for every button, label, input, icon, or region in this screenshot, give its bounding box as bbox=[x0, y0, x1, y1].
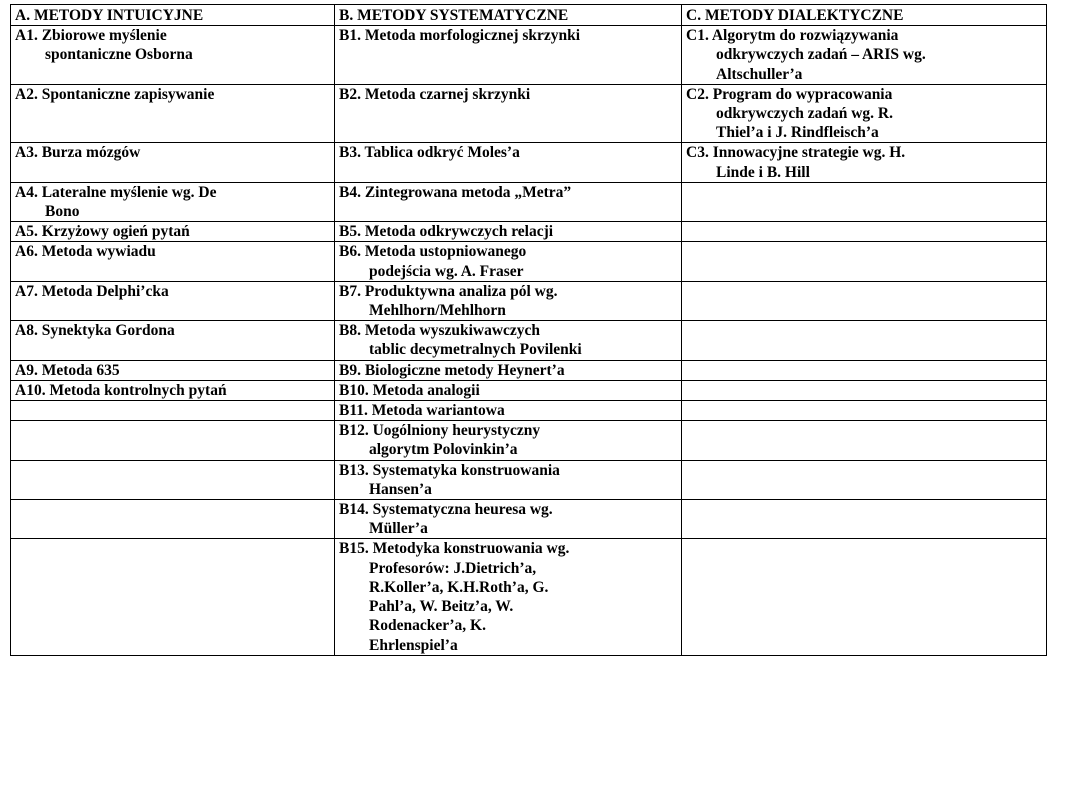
table-row bbox=[11, 281, 1047, 320]
method-label: B9. Biologiczne metody Heynert’a bbox=[339, 361, 565, 379]
method-label: B8. Metoda wyszukiwawczych tablic decymetralnych Povilenki bbox=[339, 322, 582, 359]
method-label: B3. Tablica odkryć Moles’a bbox=[339, 144, 520, 162]
header-intuitive-methods: A. METODY INTUICYJNE bbox=[11, 5, 335, 26]
method-label: B1. Metoda morfologicznej skrzynki bbox=[339, 27, 581, 45]
systematic-method-cell bbox=[335, 143, 682, 182]
systematic-method-cell bbox=[335, 281, 682, 320]
intuitive-method-cell bbox=[11, 143, 335, 182]
method-label: B11. Metoda wariantowa bbox=[339, 402, 505, 420]
systematic-method-cell bbox=[335, 26, 682, 85]
table-row bbox=[11, 500, 1047, 539]
systematic-method-cell bbox=[335, 242, 682, 281]
intuitive-method-cell bbox=[11, 281, 335, 320]
table-row bbox=[11, 321, 1047, 360]
method-label: C3. Innowacyjne strategie wg. H. Linde i B. Hill bbox=[686, 144, 906, 181]
systematic-method-cell bbox=[335, 401, 682, 421]
intuitive-method-cell bbox=[11, 321, 335, 360]
intuitive-method-cell bbox=[11, 26, 335, 85]
dialectic-method-cell bbox=[682, 143, 1047, 182]
method-label: B7. Produktywna analiza pól wg. Mehlhorn/Mehlhorn bbox=[339, 282, 558, 320]
dialectic-method-cell bbox=[682, 26, 1047, 85]
dialectic-method-cell bbox=[682, 321, 1047, 360]
header-row bbox=[11, 5, 1047, 26]
dialectic-method-cell bbox=[682, 360, 1047, 380]
method-label: A2. Spontaniczne zapisywanie bbox=[15, 85, 215, 103]
intuitive-method-cell bbox=[11, 380, 335, 400]
table-body bbox=[11, 26, 1047, 656]
dialectic-method-cell bbox=[682, 380, 1047, 400]
table-row bbox=[11, 460, 1047, 499]
intuitive-method-cell bbox=[11, 182, 335, 221]
table-row bbox=[11, 242, 1047, 281]
systematic-method-cell bbox=[335, 421, 682, 460]
table-row bbox=[11, 401, 1047, 421]
method-label: A7. Metoda Delphi’cka bbox=[15, 282, 169, 300]
systematic-method-cell bbox=[335, 182, 682, 221]
intuitive-method-cell bbox=[11, 360, 335, 380]
method-label: B5. Metoda odkrywczych relacji bbox=[339, 223, 554, 241]
dialectic-method-cell bbox=[682, 242, 1047, 281]
method-label: A3. Burza mózgów bbox=[15, 144, 141, 162]
method-label: A8. Synektyka Gordona bbox=[15, 322, 175, 340]
table-row bbox=[11, 84, 1047, 143]
dialectic-method-cell bbox=[682, 222, 1047, 242]
method-label: B4. Zintegrowana metoda „Metra” bbox=[339, 183, 572, 201]
intuitive-method-cell bbox=[11, 539, 335, 655]
table-row bbox=[11, 539, 1047, 655]
dialectic-method-cell bbox=[682, 421, 1047, 460]
method-label: B2. Metoda czarnej skrzynki bbox=[339, 85, 531, 103]
methods-table bbox=[10, 4, 1047, 656]
systematic-method-cell bbox=[335, 321, 682, 360]
systematic-method-cell bbox=[335, 500, 682, 539]
method-label: A1. Zbiorowe myślenie spontaniczne Osborna bbox=[15, 27, 193, 64]
systematic-method-cell bbox=[335, 222, 682, 242]
table-row bbox=[11, 143, 1047, 182]
dialectic-method-cell bbox=[682, 500, 1047, 539]
method-label: A5. Krzyżowy ogień pytań bbox=[15, 223, 190, 241]
dialectic-method-cell bbox=[682, 460, 1047, 499]
table-row bbox=[11, 222, 1047, 242]
method-label: A4. Lateralne myślenie wg. De Bono bbox=[15, 183, 217, 221]
method-label: B15. Metodyka konstruowania wg. Profesorów: J.Dietrich’a, R.Koller’a, K.H.Roth’a, G. Pahl’a, W. Beitz’a, W. Rodenacker’a, K. Ehrlenspiel’a bbox=[339, 540, 570, 654]
dialectic-method-cell bbox=[682, 281, 1047, 320]
dialectic-method-cell bbox=[682, 401, 1047, 421]
intuitive-method-cell bbox=[11, 401, 335, 421]
method-label: B13. Systematyka konstruowania Hansen’a bbox=[339, 461, 560, 498]
method-label: B14. Systematyczna heuresa wg. Müller’a bbox=[339, 501, 553, 538]
table-row bbox=[11, 421, 1047, 460]
method-label: C1. Algorytm do rozwiązywania odkrywczych zadań – ARIS wg. Altschuller’a bbox=[686, 27, 926, 83]
method-label: B6. Metoda ustopniowanego podejścia wg. A. Fraser bbox=[339, 243, 527, 280]
intuitive-method-cell bbox=[11, 460, 335, 499]
dialectic-method-cell bbox=[682, 182, 1047, 221]
table-row bbox=[11, 360, 1047, 380]
intuitive-method-cell bbox=[11, 222, 335, 242]
method-label: A10. Metoda kontrolnych pytań bbox=[15, 381, 227, 399]
header-systematic-methods: B. METODY SYSTEMATYCZNE bbox=[335, 5, 682, 26]
method-label: A9. Metoda 635 bbox=[15, 361, 120, 379]
systematic-method-cell bbox=[335, 84, 682, 143]
table-row bbox=[11, 26, 1047, 85]
header-dialectic-methods: C. METODY DIALEKTYCZNE bbox=[682, 5, 1047, 26]
systematic-method-cell bbox=[335, 380, 682, 400]
systematic-method-cell bbox=[335, 539, 682, 655]
method-label: B10. Metoda analogii bbox=[339, 381, 480, 399]
method-label: A6. Metoda wywiadu bbox=[15, 243, 156, 261]
intuitive-method-cell bbox=[11, 242, 335, 281]
intuitive-method-cell bbox=[11, 84, 335, 143]
systematic-method-cell bbox=[335, 360, 682, 380]
table-row bbox=[11, 380, 1047, 400]
dialectic-method-cell bbox=[682, 84, 1047, 143]
intuitive-method-cell bbox=[11, 500, 335, 539]
table-row bbox=[11, 182, 1047, 221]
dialectic-method-cell bbox=[682, 539, 1047, 655]
intuitive-method-cell bbox=[11, 421, 335, 460]
method-label: B12. Uogólniony heurystyczny algorytm Polovinkin’a bbox=[339, 422, 541, 459]
method-label: C2. Program do wypracowania odkrywczych zadań wg. R. Thiel’a i J. Rindfleisch’a bbox=[686, 85, 893, 142]
systematic-method-cell bbox=[335, 460, 682, 499]
